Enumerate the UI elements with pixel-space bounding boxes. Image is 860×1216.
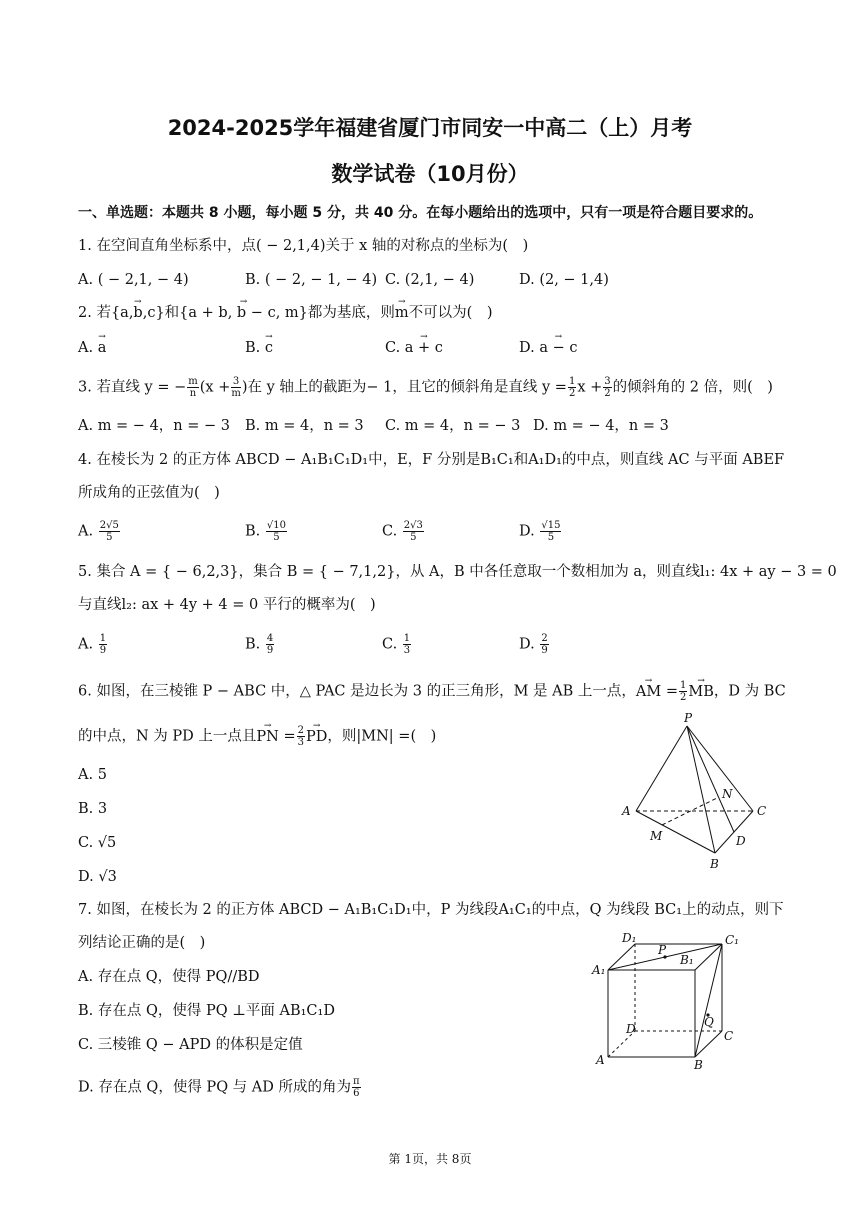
q7-label-d1: D₁ xyxy=(622,932,637,945)
q2-option-b: B. → c xyxy=(245,338,273,358)
paper-subtitle: 数学试卷（10月份） xyxy=(331,162,529,186)
q5-option-b: B. $\frac{4}{9}$ xyxy=(245,633,274,656)
q6-label-m: M xyxy=(650,829,663,843)
q5-option-a: A. $\frac{1}{9}$ xyxy=(78,633,107,656)
q7-option-a: A. 存在点 Q，使得 PQ//BD xyxy=(78,969,260,985)
q3-option-b: B. m = 4，n = 3 xyxy=(245,418,364,434)
q2-vector-m: → m xyxy=(395,303,409,323)
q2-mid: }和{ xyxy=(155,305,189,321)
q1-option-b: B. ( − 2, − 1, − 4) xyxy=(245,272,378,288)
q6-label-n: N xyxy=(722,787,733,801)
q2-suffix: }都为基底，则 xyxy=(298,305,395,321)
q7-label-a: A xyxy=(596,1053,605,1067)
q5-option-c: C. $\frac{1}{3}$ xyxy=(382,633,411,656)
q2-basis-2: → a + b, b − c, m xyxy=(188,303,298,323)
q7-label-b: B xyxy=(694,1058,703,1072)
q2-option-c: C. → a + c xyxy=(385,338,443,358)
q2-stem xyxy=(78,303,492,323)
q6-pyramid-figure xyxy=(610,708,780,878)
q3-stem: 3. 若直线 y = − $\frac{m}{n}$ (x + $\frac{3}{m}$ )在 y 轴上的截距为− 1，且它的倾斜角是直线 y = $\frac{1}{2}$ x + $\frac{3}{2}$ 的倾斜角的 2 倍，则( ) xyxy=(78,376,773,399)
q5-stem-line1: 5. 集合 A = { − 6,2,3}，集合 B = { − 7,1,2}，从 A，B 中各任意取一个数相加为 a，则直线l₁: 4x + ay − 3 = 0 xyxy=(78,564,837,580)
q6-option-b: B. 3 xyxy=(78,801,108,817)
q7-label-a1: A₁ xyxy=(592,963,606,977)
q7-label-c: C xyxy=(724,1029,734,1043)
q2-basis-1: → a,b,c xyxy=(120,303,155,323)
q6-label-b: B xyxy=(710,857,719,871)
q6-label-a: A xyxy=(622,804,631,818)
page-footer: 第 1页，共 8页 xyxy=(388,1152,472,1166)
q1-stem: 1. 在空间直角坐标系中，点( − 2,1,4)关于 x 轴的对称点的坐标为( ) xyxy=(78,238,529,254)
q1-option-c: C. (2,1, − 4) xyxy=(385,272,475,288)
q3-option-a: A. m = − 4，n = − 3 xyxy=(78,418,230,434)
q6-option-d: D. √3 xyxy=(78,869,117,885)
q7-label-d: D xyxy=(626,1022,636,1036)
q3-option-d: D. m = − 4，n = 3 xyxy=(533,418,669,434)
q7-option-c: C. 三棱锥 Q − APD 的体积是定值 xyxy=(78,1037,303,1053)
q4-stem-line2: 所成角的正弦值为( ) xyxy=(78,485,220,501)
q6-stem-line1: 6. 如图，在三棱锥 P − ABC 中，△ PAC 是边长为 3 的正三角形，M 是 AB 上一点，→ AM = $\frac{1}{2}$ → MB，D 为 BC xyxy=(78,680,786,703)
q7-label-b1: B₁ xyxy=(680,953,694,967)
q4-option-c: C. $\frac{2√3}{5}$ xyxy=(382,520,423,543)
q7-cube-figure xyxy=(590,932,750,1072)
q2-end: 不可以为( ) xyxy=(408,305,493,321)
q4-option-d: D. $\frac{√15}{5}$ xyxy=(519,520,561,543)
fraction: $\frac{1}{2}$ xyxy=(568,376,576,399)
q6-label-p: P xyxy=(684,711,693,725)
q1-option-d: D. (2, − 1,4) xyxy=(519,272,609,288)
q7-stem-line1: 7. 如图，在棱长为 2 的正方体 ABCD − A₁B₁C₁D₁中，P 为线段A₁C₁的中点，Q 为线段 BC₁上的动点，则下 xyxy=(78,902,784,918)
q7-label-c1: C₁ xyxy=(725,933,739,947)
q5-option-d: D. $\frac{2}{9}$ xyxy=(519,633,548,656)
q6-option-a: A. 5 xyxy=(78,767,107,783)
q2-option-a: A. → a xyxy=(78,338,106,358)
q4-option-b: B. $\frac{√10}{5}$ xyxy=(245,520,286,543)
q6-stem-line2: 的中点，N 为 PD 上一点且→ PN = $\frac{2}{3}$ → PD，则|MN| =( ) xyxy=(78,725,436,748)
q6-label-d: D xyxy=(736,834,746,848)
q1-option-a: A. ( − 2,1, − 4) xyxy=(78,272,189,288)
q5-stem-line2: 与直线l₂: ax + 4y + 4 = 0 平行的概率为( ) xyxy=(78,597,376,613)
fraction: $\frac{3}{2}$ xyxy=(604,376,611,399)
q6-option-c: C. √5 xyxy=(78,835,117,851)
q7-label-p: P xyxy=(658,943,667,957)
fraction: $\frac{m}{n}$ xyxy=(188,376,198,399)
q4-option-a: A. $\frac{2√5}{5}$ xyxy=(78,520,119,543)
q2-option-d: D. → a − c xyxy=(519,338,577,358)
paper-title: 2024-2025学年福建省厦门市同安一中高二（上）月考 xyxy=(167,116,693,140)
q6-label-c: C xyxy=(757,804,767,818)
q3-option-c: C. m = 4，n = − 3 xyxy=(385,418,521,434)
q7-option-d: D. 存在点 Q，使得 PQ 与 AD 所成的角为 $\frac{\pi}{6}$ xyxy=(78,1076,360,1099)
fraction: $\frac{3}{m}$ xyxy=(231,376,241,399)
section-heading: 一、单选题：本题共 8 小题，每小题 5 分，共 40 分。在每小题给出的选项中，只有一项是符合题目要求的。 xyxy=(78,205,763,221)
q2-prefix: 2. 若{ xyxy=(78,305,121,321)
q7-label-q: Q xyxy=(704,1015,714,1029)
q7-stem-line2: 列结论正确的是( ) xyxy=(78,935,206,951)
q4-stem-line1: 4. 在棱长为 2 的正方体 ABCD − A₁B₁C₁D₁中，E，F 分别是B₁C₁和A₁D₁的中点，则直线 AC 与平面 ABEF xyxy=(78,452,785,468)
q7-option-b: B. 存在点 Q，使得 PQ ⊥平面 AB₁C₁D xyxy=(78,1003,335,1019)
